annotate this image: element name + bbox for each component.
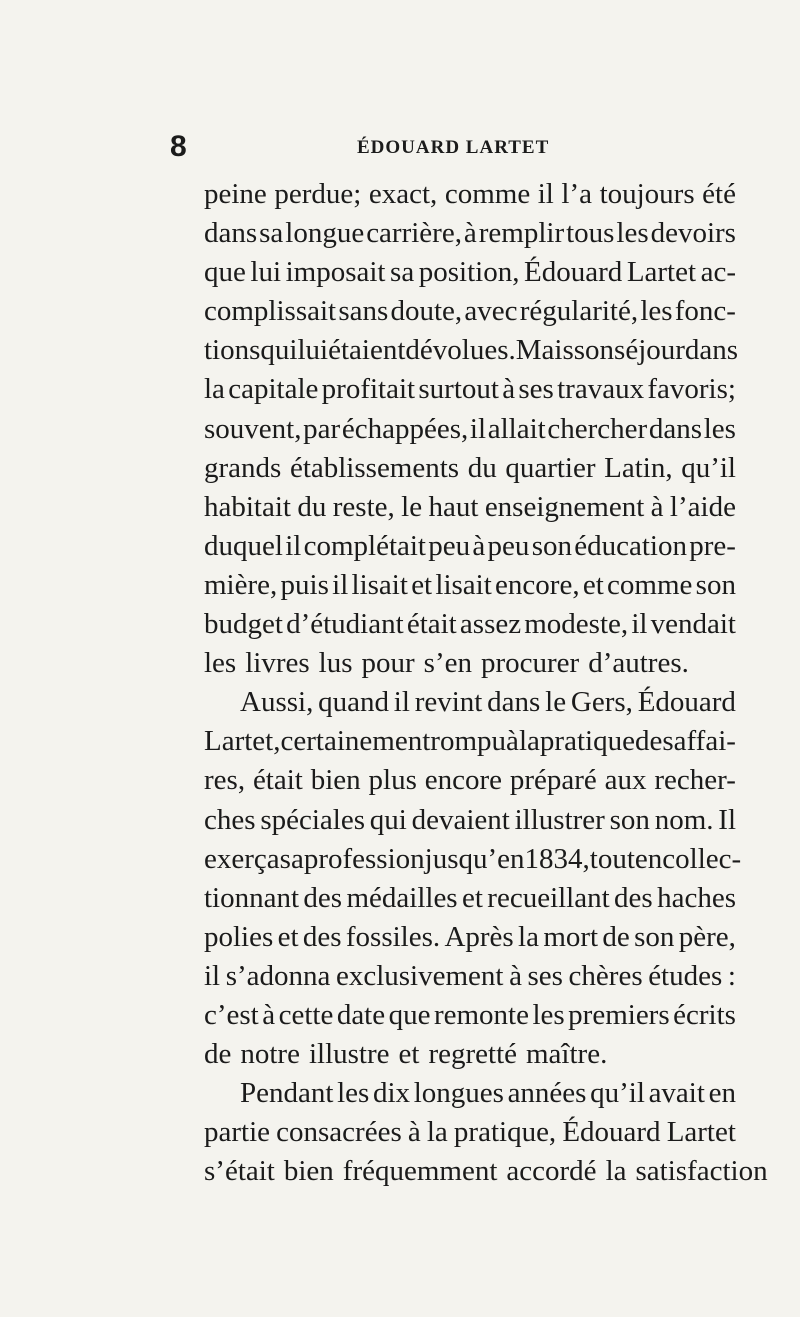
text-line: de notre illustre et regretté maître. — [204, 1038, 608, 1071]
running-title: ÉDOUARD LARTET — [357, 137, 550, 158]
text-line: partie consacrées à la pratique, Édouard Lartet — [204, 1116, 736, 1149]
page-number: 8 — [170, 130, 187, 163]
text-line: ches spéciales qui devaient illustrer son nom. Il — [204, 803, 736, 836]
text-line: les livres lus pour s’en procurer d’autres. — [204, 647, 689, 680]
text-line: Aussi, quand il revint dans le Gers, Édouard — [240, 686, 736, 719]
text-line: polies et des fossiles. Après la mort de son père, — [204, 920, 736, 953]
text-line: habitait du reste, le haut enseignement à l’aide — [204, 490, 736, 523]
page-header — [0, 120, 800, 163]
text-line: c’est à cette date que remonte les premiers écrits — [204, 998, 736, 1031]
text-line: tionnant des médailles et recueillant des haches — [204, 881, 736, 914]
text-line: grands établissements du quartier Latin, qu’il — [204, 451, 736, 484]
text-line: tions qui lui étaient dévolues. Mais son séjour dans — [204, 334, 739, 367]
text-line: mière, puis il lisait et lisait encore, et comme son — [204, 568, 736, 601]
text-line: peine perdue; exact, comme il l’a toujours été — [204, 178, 736, 210]
text-line: dans sa longue carrière, à remplir tous les devoirs — [204, 217, 736, 250]
text-line: complissait sans doute, avec régularité, les fonc- — [204, 295, 736, 328]
text-line: que lui imposait sa position, Édouard Lartet ac- — [204, 256, 736, 289]
body-text — [204, 175, 768, 1191]
text-line: Lartet, certainement rompu à la pratique des affai- — [204, 725, 736, 758]
text-line: s’était bien fréquemment accordé la satisfaction — [204, 1155, 768, 1188]
text-line: res, était bien plus encore préparé aux recher- — [204, 764, 736, 797]
text-line: duquel il complétait peu à peu son éducation pre- — [204, 529, 736, 562]
text-line: souvent, par échappées, il allait chercher dans les — [204, 412, 736, 445]
text-line: budget d’étudiant était assez modeste, il vendait — [204, 608, 736, 641]
text-line: exerça sa profession jusqu’en 1834, tout en collec- — [204, 842, 742, 875]
text-line: Pendant les dix longues années qu’il avait en — [240, 1077, 736, 1110]
text-line: la capitale profitait surtout à ses travaux favoris; — [204, 373, 736, 406]
text-line: il s’adonna exclusivement à ses chères études : — [204, 959, 736, 992]
